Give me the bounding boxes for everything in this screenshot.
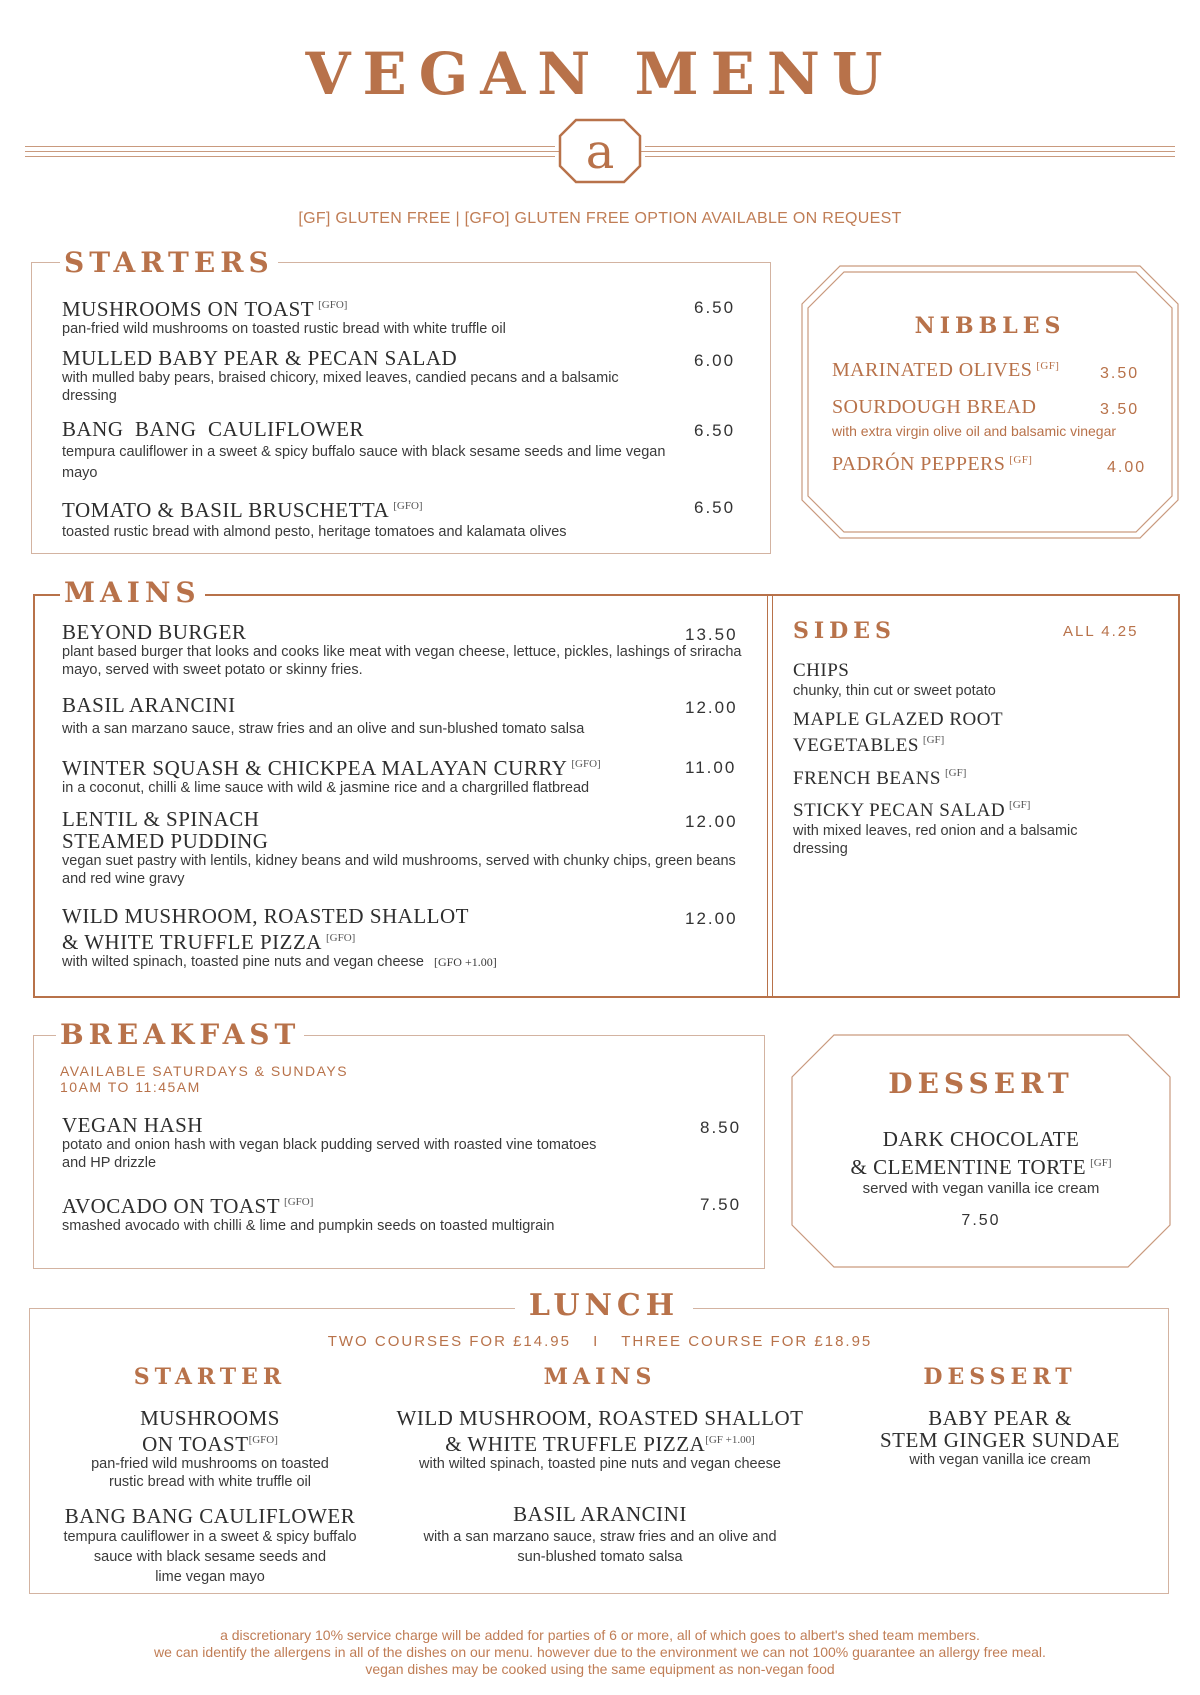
lunch-starter-item xyxy=(30,1505,390,1587)
breakfast-item-desc: potato and onion hash with vegan black pudding served with roasted vine tomatoes and HP drizzle xyxy=(62,1137,597,1171)
starter-item-desc: toasted rustic bread with almond pesto, heritage tomatoes and kalamata olives xyxy=(62,524,567,540)
main-item-desc: vegan suet pastry with lentils, kidney beans and wild mushrooms, served with chunky chips, green beans and red wine gravy xyxy=(62,853,736,887)
header-rule-left-top xyxy=(25,146,555,147)
gf-tag: [GF] xyxy=(1090,1157,1112,1169)
breakfast-title: BREAKFAST xyxy=(56,1018,304,1051)
side-item xyxy=(793,762,1163,790)
lunch-dessert-name-line1: BABY PEAR & xyxy=(928,1406,1072,1430)
lunch-offer-two: TWO COURSES FOR £14.95 xyxy=(327,1333,571,1350)
breakfast-item xyxy=(62,1114,622,1172)
side-item xyxy=(793,794,1133,858)
nibble-item-price: 3.50 xyxy=(1100,401,1140,418)
lunch-main-name: BASIL ARANCINI xyxy=(513,1502,687,1526)
nibble-name-text: MARINATED OLIVES xyxy=(832,359,1033,381)
breakfast-item xyxy=(62,1191,702,1235)
lunch-main-name-line1: WILD MUSHROOM, ROASTED SHALLOT xyxy=(396,1406,804,1430)
header-rule-right-mid xyxy=(637,151,1175,152)
side-item xyxy=(793,660,1163,700)
main-item-name-line1: LENTIL & SPINACH xyxy=(62,807,260,831)
lunch-starter-desc-line2: rustic bread with white truffle oil xyxy=(108,1474,312,1490)
lunch-main-desc-line2: sun-blushed tomato salsa xyxy=(517,1549,683,1565)
starter-item xyxy=(62,495,702,541)
starter-item xyxy=(62,418,682,484)
breakfast-availability-line2: 10AM TO 11:45AM xyxy=(60,1079,201,1095)
main-item-price: 11.00 xyxy=(685,758,737,777)
starter-item-desc: pan-fried wild mushrooms on toasted rustic bread with white truffle oil xyxy=(62,321,506,337)
logo-letter: a xyxy=(585,124,615,180)
starter-item-price: 6.50 xyxy=(694,298,736,317)
nibble-item-desc: with extra virgin olive oil and balsamic vinegar xyxy=(832,423,1117,439)
lunch-dessert-desc: with vegan vanilla ice cream xyxy=(909,1452,1091,1468)
starter-item-price: 6.50 xyxy=(694,421,736,440)
main-item-name-line1: WILD MUSHROOM, ROASTED SHALLOT xyxy=(62,904,469,928)
lunch-offer-separator: I xyxy=(593,1333,600,1350)
starter-item xyxy=(62,347,662,405)
lunch-dessert-item xyxy=(840,1407,1160,1469)
nibble-item-price: 4.00 xyxy=(1107,459,1147,476)
side-item-name: STICKY PECAN SALAD xyxy=(793,800,1006,821)
main-item-name: WINTER SQUASH & CHICKPEA MALAYAN CURRY xyxy=(62,756,568,780)
breakfast-item-price: 7.50 xyxy=(700,1195,742,1214)
header-rule-right-bot xyxy=(645,156,1175,157)
main-item-price: 12.00 xyxy=(685,698,738,717)
lunch-starter-name-line2: ON TOAST xyxy=(142,1432,249,1456)
lunch-main-item xyxy=(370,1407,830,1473)
gfo-tag: [GFO] xyxy=(284,1196,314,1208)
allergen-legend: [GF] GLUTEN FREE | [GFO] GLUTEN FREE OPTION AVAILABLE ON REQUEST xyxy=(298,210,902,227)
lunch-starter-name: BANG BANG CAULIFLOWER xyxy=(64,1504,356,1528)
starter-item xyxy=(62,294,752,338)
breakfast-item-name: AVOCADO ON TOAST xyxy=(62,1194,281,1218)
lunch-offers xyxy=(0,1333,1200,1350)
gf-tag: [GF] xyxy=(1036,360,1060,372)
nibble-item-name: SOURDOUGH BREAD xyxy=(832,396,1037,418)
dessert-price: 7.50 xyxy=(961,1212,1001,1229)
main-item-name-line2: STEAMED PUDDING xyxy=(62,829,269,853)
gf-tag: [GF] xyxy=(1009,799,1031,811)
page-title: VEGAN MENU xyxy=(305,40,895,108)
nibbles-title: NIBBLES xyxy=(914,313,1066,339)
breakfast-item-price: 8.50 xyxy=(700,1118,742,1137)
dessert-name-line2-wrap xyxy=(790,1152,1172,1178)
gf-tag: [GF] xyxy=(922,734,945,746)
footer-allergens: we can identify the allergens in all of the dishes on our menu. however due to the environment we can not 100% guarantee an allergy free meal. xyxy=(154,1644,1046,1660)
footer-service-charge: a discretionary 10% service charge will be added for parties of 6 or more, all of which goes to albert's shed team members. xyxy=(220,1627,980,1643)
logo-badge xyxy=(558,118,642,184)
main-item-price: 13.50 xyxy=(685,625,738,644)
side-item-name: CHIPS xyxy=(793,660,850,681)
starter-item-price: 6.00 xyxy=(694,351,736,370)
side-item-desc: chunky, thin cut or sweet potato xyxy=(793,683,996,699)
dessert-name-line2: & CLEMENTINE TORTE xyxy=(850,1155,1087,1179)
lunch-starter-desc-line1: tempura cauliflower in a sweet & spicy buffalo xyxy=(63,1529,357,1545)
lunch-main-name-line2: & WHITE TRUFFLE PIZZA xyxy=(445,1432,706,1456)
main-item xyxy=(62,905,742,971)
main-item-desc: plant based burger that looks and cooks like meat with vegan cheese, lettuce, pickles, lashings of sriracha mayo, served with sweet potato or skinny fries. xyxy=(62,644,742,678)
gfo-tag: [GFO] xyxy=(393,500,423,512)
gf-tag: [GF +1.00] xyxy=(705,1434,755,1446)
lunch-starter-item xyxy=(40,1407,380,1491)
gf-tag: [GF] xyxy=(945,767,967,779)
lunch-starter-desc-line1: pan-fried wild mushrooms on toasted xyxy=(91,1456,329,1472)
sides-price-note: ALL 4.25 xyxy=(1063,623,1139,640)
mains-title: MAINS xyxy=(60,576,205,609)
breakfast-item-desc: smashed avocado with chilli & lime and pumpkin seeds on toasted multigrain xyxy=(62,1218,555,1234)
starter-item-desc: with mulled baby pears, braised chicory, mixed leaves, candied pecans and a balsamic dressing xyxy=(62,370,619,404)
lunch-main-desc: with wilted spinach, toasted pine nuts and vegan cheese xyxy=(419,1456,781,1472)
dessert-title: DESSERT xyxy=(888,1067,1074,1100)
mains-sides-divider xyxy=(767,594,768,996)
main-item xyxy=(62,694,742,738)
lunch-dessert-name-line2: STEM GINGER SUNDAE xyxy=(880,1428,1120,1452)
gfo-tag: [GFO] xyxy=(571,758,601,770)
starter-item-price: 6.50 xyxy=(694,498,736,517)
main-item-name-line2: & WHITE TRUFFLE PIZZA xyxy=(62,930,322,954)
side-item xyxy=(793,710,1163,756)
side-item-name: FRENCH BEANS xyxy=(793,768,941,789)
nibble-item-price: 3.50 xyxy=(1100,365,1140,382)
lunch-mains-title: MAINS xyxy=(543,1364,657,1390)
side-item-desc: with mixed leaves, red onion and a balsamic dressing xyxy=(793,823,1078,857)
starter-item-name: MULLED BABY PEAR & PECAN SALAD xyxy=(62,346,458,370)
lunch-starter-title: STARTER xyxy=(133,1364,287,1390)
lunch-main-item xyxy=(370,1503,830,1567)
lunch-starter-desc-line3: lime vegan mayo xyxy=(155,1569,265,1585)
starter-item-desc: tempura cauliflower in a sweet & spicy buffalo sauce with black sesame seeds and lime vegan mayo xyxy=(62,444,666,481)
nibble-item-name xyxy=(832,453,1032,476)
gfo-tag: [GFO] xyxy=(318,299,348,311)
main-item-desc: in a coconut, chilli & lime sauce with wild & jasmine rice and a chargrilled flatbread xyxy=(62,780,590,796)
main-item xyxy=(62,808,742,888)
main-item xyxy=(62,621,742,679)
header-rule-left-bot xyxy=(25,156,555,157)
dessert-desc: served with vegan vanilla ice cream xyxy=(862,1180,1100,1197)
lunch-dessert-title: DESSERT xyxy=(923,1364,1077,1390)
main-item xyxy=(62,753,742,797)
footer-notes xyxy=(0,1627,1200,1678)
gfo-surcharge: [GFO +1.00] xyxy=(433,955,497,969)
nibble-item-name xyxy=(832,359,1059,382)
breakfast-availability-line1: AVAILABLE SATURDAYS & SUNDAYS xyxy=(60,1063,349,1079)
starter-item-name: BANG BANG CAULIFLOWER xyxy=(62,417,364,441)
main-item-price: 12.00 xyxy=(685,909,738,928)
main-item-desc: with a san marzano sauce, straw fries and an olive and sun-blushed tomato salsa xyxy=(62,721,585,737)
lunch-starter-desc-line2: sauce with black sesame seeds and xyxy=(93,1549,327,1565)
lunch-offer-three: THREE COURSE FOR £18.95 xyxy=(621,1333,873,1350)
footer-equipment: vegan dishes may be cooked using the same equipment as non-vegan food xyxy=(365,1661,835,1677)
lunch-starter-name-line1: MUSHROOMS xyxy=(140,1406,280,1430)
gfo-tag: [GFO] xyxy=(248,1434,278,1446)
gf-tag: [GF] xyxy=(1009,454,1033,466)
lunch-main-desc-line1: with a san marzano sauce, straw fries and an olive and xyxy=(423,1529,777,1545)
main-item-name: BEYOND BURGER xyxy=(62,620,247,644)
lunch-title: LUNCH xyxy=(515,1288,693,1323)
sides-title: SIDES xyxy=(793,618,896,644)
header-rule-left-mid xyxy=(25,151,563,152)
gfo-tag: [GFO] xyxy=(325,932,356,944)
main-item-name: BASIL ARANCINI xyxy=(62,693,236,717)
dessert-name-line1: DARK CHOCOLATE xyxy=(882,1127,1080,1151)
side-item-name-line1: MAPLE GLAZED ROOT xyxy=(793,709,1004,730)
nibble-name-text: PADRÓN PEPPERS xyxy=(832,453,1006,475)
mains-sides-divider-inner xyxy=(772,594,773,996)
starters-title: STARTERS xyxy=(60,246,278,279)
main-item-desc: with wilted spinach, toasted pine nuts and vegan cheese xyxy=(62,954,424,970)
breakfast-item-name: VEGAN HASH xyxy=(62,1113,203,1137)
side-item-name-line2: VEGETABLES xyxy=(793,735,919,756)
starter-item-name: MUSHROOMS ON TOAST xyxy=(62,297,315,321)
starter-item-name: TOMATO & BASIL BRUSCHETTA xyxy=(62,498,390,522)
main-item-price: 12.00 xyxy=(685,812,738,831)
header-rule-right-top xyxy=(645,146,1175,147)
